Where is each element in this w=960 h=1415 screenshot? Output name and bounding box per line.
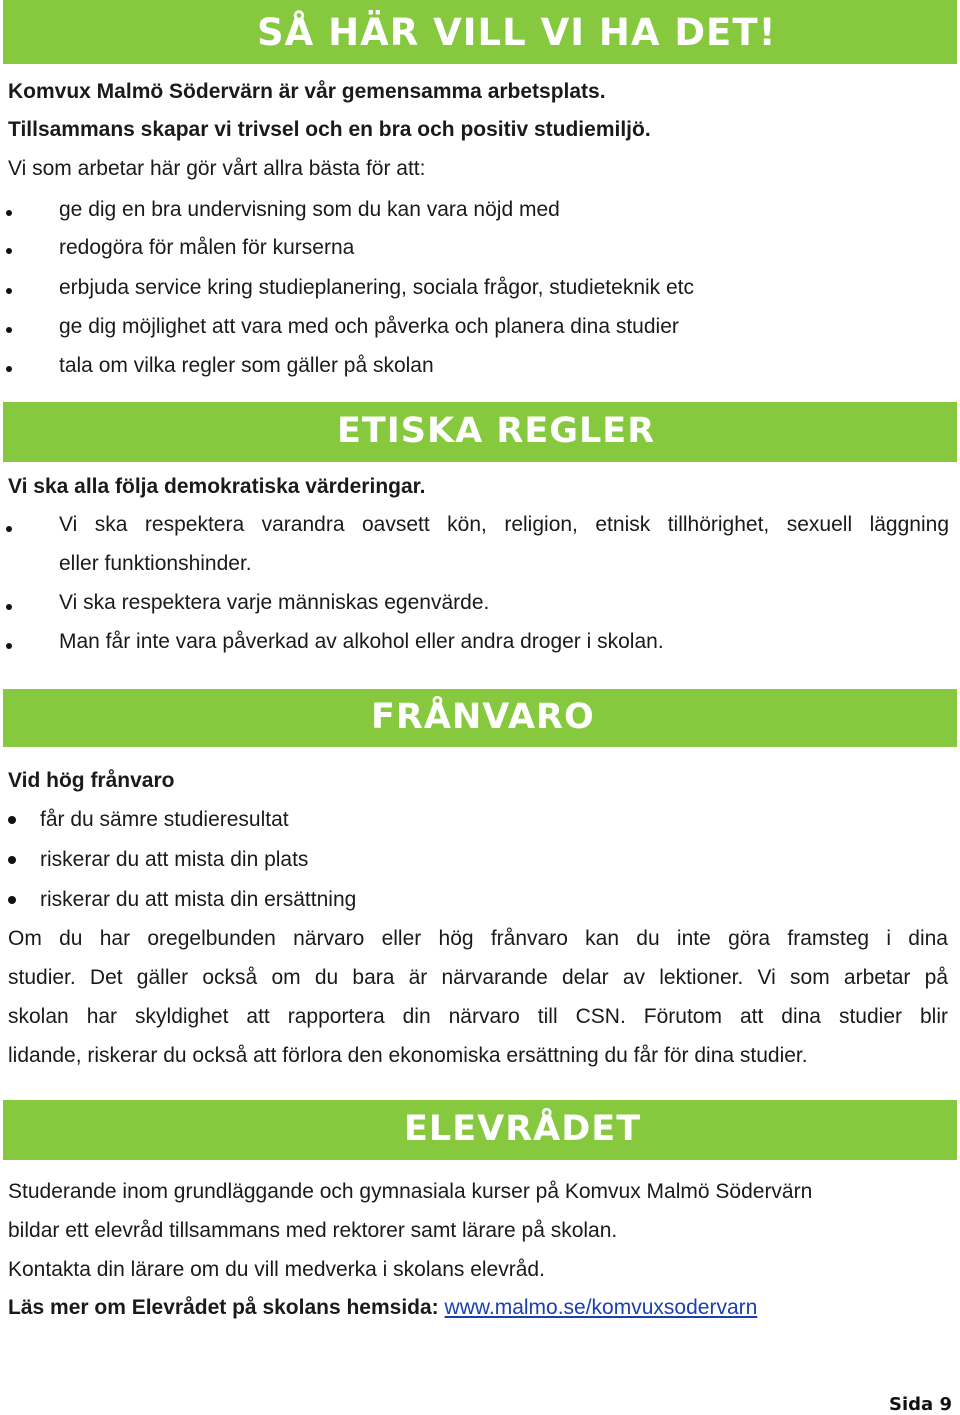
bullet-icon bbox=[6, 248, 12, 254]
list-item-text: Vi ska respektera varandra oavsett kön, religion, etnisk tillhörighet, sexuell läggning bbox=[59, 513, 949, 536]
read-more-line bbox=[8, 1296, 757, 1320]
page-number: Sida 9 bbox=[889, 1394, 952, 1415]
bullet-icon bbox=[6, 210, 12, 216]
list-item-text: erbjuda service kring studieplanering, sociala frågor, studieteknik etc bbox=[59, 276, 695, 299]
bullet-icon bbox=[6, 288, 12, 294]
paragraph-line: Om du har oregelbunden närvaro eller hög frånvaro kan du inte göra framsteg i dina bbox=[8, 927, 948, 950]
section-title: SÅ HÄR VILL VI HA DET! bbox=[257, 11, 777, 54]
bullet-icon bbox=[8, 816, 16, 824]
section-title: FRÅNVARO bbox=[371, 697, 595, 737]
bullet-icon bbox=[6, 366, 12, 372]
bullet-icon bbox=[6, 643, 12, 649]
bold-line: Tillsammans skapar vi trivsel och en bra och positiv studiemiljö. bbox=[8, 118, 651, 141]
list-item-text: redogöra för målen för kurserna bbox=[59, 236, 355, 259]
bullet-icon bbox=[8, 856, 16, 864]
school-website-link[interactable]: www.malmo.se/komvuxsodervarn bbox=[444, 1296, 758, 1319]
list-item-text: riskerar du att mista din ersättning bbox=[40, 888, 357, 911]
section-lead: Vi ska alla följa demokratiska värderingar. bbox=[8, 475, 426, 498]
bullet-icon bbox=[8, 896, 16, 904]
section-title: ELEVRÅDET bbox=[404, 1109, 642, 1149]
section-banner-elevradet bbox=[3, 1100, 957, 1160]
list-item-text: tala om vilka regler som gäller på skolan bbox=[59, 354, 434, 377]
list-item-text: Man får inte vara påverkad av alkohol eller andra droger i skolan. bbox=[59, 630, 664, 653]
section-banner-franvaro bbox=[3, 689, 957, 747]
list-item-text: ge dig en bra undervisning som du kan vara nöjd med bbox=[59, 198, 560, 221]
paragraph-line: skolan har skyldighet att rapportera din närvaro till CSN. Förutom att dina studier blir bbox=[8, 1005, 948, 1028]
bullet-icon bbox=[6, 526, 12, 532]
section-banner-etiska-regler bbox=[3, 402, 957, 462]
paragraph-line: lidande, riskerar du också att förlora den ekonomiska ersättning du får för dina studier. bbox=[8, 1044, 808, 1067]
read-more-label: Läs mer om Elevrådet på skolans hemsida: bbox=[8, 1296, 439, 1319]
bullet-icon bbox=[6, 327, 12, 333]
list-item-text: riskerar du att mista din plats bbox=[40, 848, 309, 871]
paragraph-line: studier. Det gäller också om du bara är närvarande delar av lektioner. Vi som arbetar på bbox=[8, 966, 948, 989]
section-banner-sa-har-vill-vi-ha-det bbox=[3, 0, 957, 64]
section-title: ETISKA REGLER bbox=[337, 411, 656, 451]
list-item-text-continued: eller funktionshinder. bbox=[59, 552, 252, 575]
list-item-text: får du sämre studieresultat bbox=[40, 808, 289, 831]
student-council-text: bildar ett elevråd tillsammans med rektorer samt lärare på skolan. bbox=[8, 1219, 618, 1242]
bold-line: Komvux Malmö Södervärn är vår gemensamma arbetsplats. bbox=[8, 80, 606, 103]
student-council-text: Kontakta din lärare om du vill medverka i skolans elevråd. bbox=[8, 1258, 545, 1281]
student-council-text: Studerande inom grundläggande och gymnasiala kurser på Komvux Malmö Södervärn bbox=[8, 1180, 813, 1203]
list-item-text: Vi ska respektera varje människas egenvärde. bbox=[59, 591, 490, 614]
section-lead: Vid hög frånvaro bbox=[8, 769, 175, 792]
bullet-icon bbox=[6, 604, 12, 610]
list-item-text: ge dig möjlighet att vara med och påverka och planera dina studier bbox=[59, 315, 679, 338]
intro-text: Vi som arbetar här gör vårt allra bästa för att: bbox=[8, 157, 426, 180]
